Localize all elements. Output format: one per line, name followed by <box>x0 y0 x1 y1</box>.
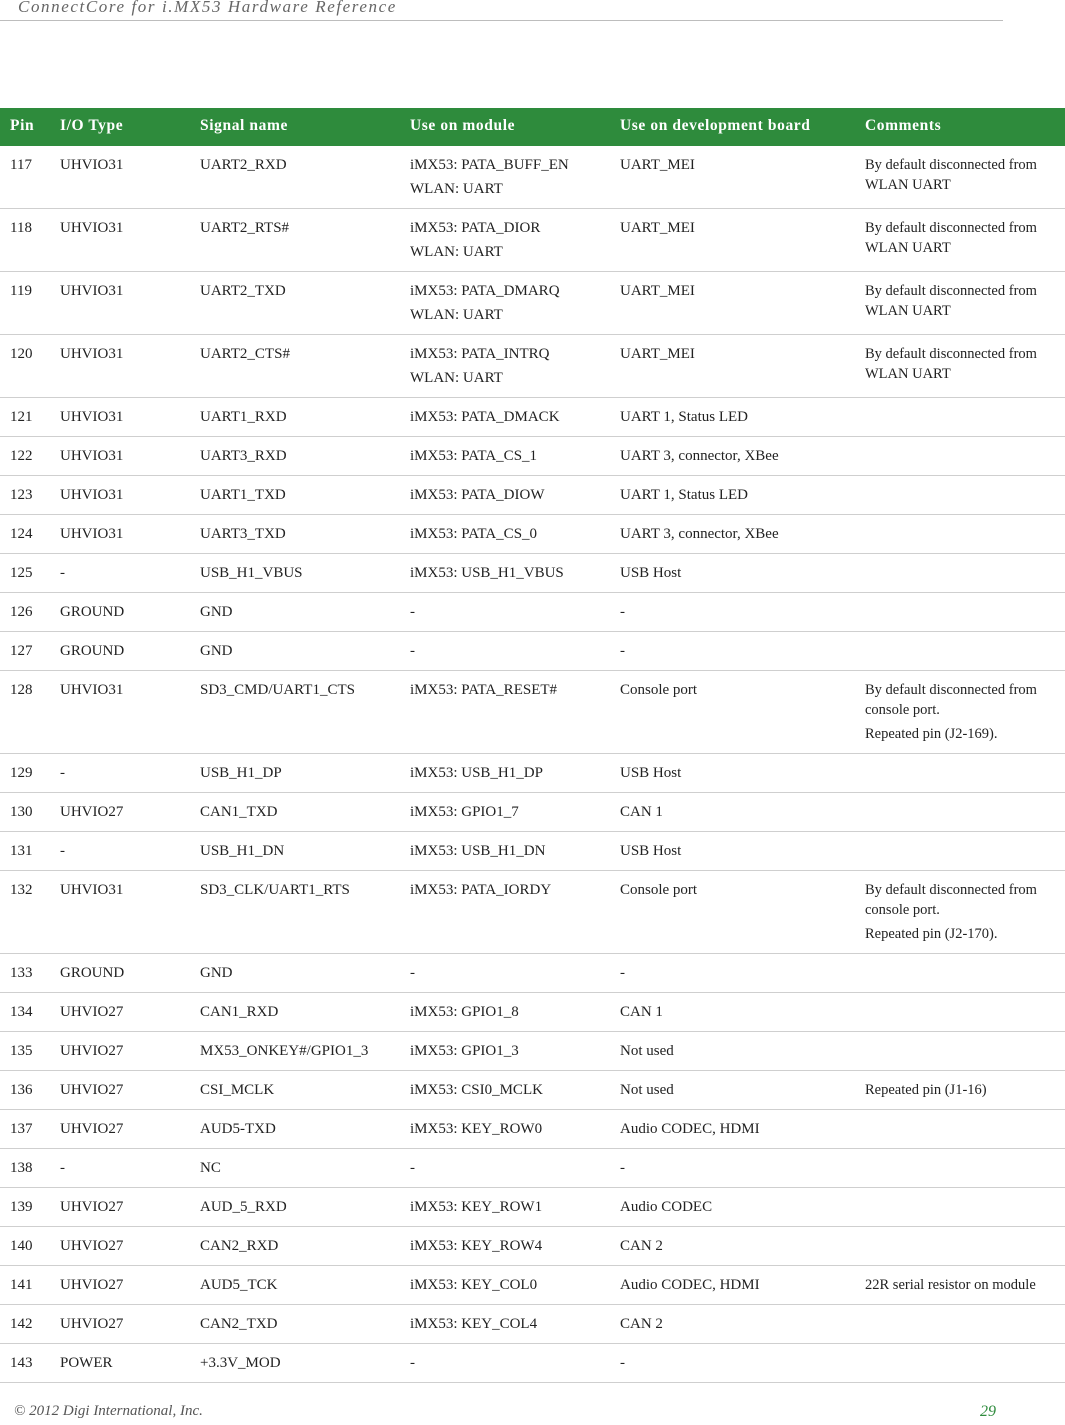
table-row <box>0 1149 1065 1188</box>
use-on-module-cell <box>406 335 616 398</box>
use-on-module-cell-line: iMX53: PATA_CS_1 <box>410 448 538 464</box>
signal-name-cell: UART2_CTS# <box>196 335 406 398</box>
use-on-module-cell-line: iMX53: PATA_BUFF_EN <box>410 157 569 173</box>
signal-name-cell: AUD5_TCK <box>196 1266 406 1305</box>
use-on-module-cell-line: iMX53: PATA_IORDY <box>410 882 552 898</box>
table-row <box>0 1227 1065 1266</box>
use-on-module-cell-line: - <box>410 643 415 659</box>
io-type-cell: UHVIO27 <box>56 1266 196 1305</box>
use-on-board-cell: UART 1, Status LED <box>616 398 861 437</box>
use-on-module-cell <box>406 593 616 632</box>
pin-cell: 140 <box>0 1227 56 1266</box>
pin-cell: 125 <box>0 554 56 593</box>
signal-name-cell: AUD5-TXD <box>196 1110 406 1149</box>
table-row <box>0 554 1065 593</box>
use-on-board-cell: - <box>616 954 861 993</box>
use-on-module-cell-line: - <box>410 965 415 981</box>
io-type-cell: GROUND <box>56 954 196 993</box>
io-type-cell: UHVIO27 <box>56 1188 196 1227</box>
io-type-cell: UHVIO31 <box>56 515 196 554</box>
pin-cell: 131 <box>0 832 56 871</box>
io-type-cell: UHVIO27 <box>56 793 196 832</box>
pin-cell: 119 <box>0 272 56 335</box>
comments-cell <box>861 398 1065 437</box>
use-on-module-cell-line: iMX53: GPIO1_8 <box>410 1004 519 1020</box>
use-on-board-cell: Not used <box>616 1071 861 1110</box>
use-on-module-cell-line: iMX53: PATA_DIOR <box>410 220 541 236</box>
io-type-cell: UHVIO31 <box>56 398 196 437</box>
pin-cell: 139 <box>0 1188 56 1227</box>
comments-cell-line: Repeated pin (J2-169). <box>865 726 998 742</box>
use-on-module-cell-line: WLAN: UART <box>410 307 503 323</box>
table-row <box>0 146 1065 209</box>
page-header <box>0 0 1003 21</box>
use-on-module-cell-line: iMX53: PATA_INTRQ <box>410 346 550 362</box>
pin-cell: 132 <box>0 871 56 954</box>
comments-cell <box>861 1344 1065 1383</box>
use-on-board-cell: Audio CODEC, HDMI <box>616 1110 861 1149</box>
comments-cell <box>861 515 1065 554</box>
comments-cell <box>861 1266 1065 1305</box>
pin-cell: 135 <box>0 1032 56 1071</box>
table-row <box>0 754 1065 793</box>
io-type-cell: GROUND <box>56 593 196 632</box>
use-on-module-cell <box>406 398 616 437</box>
table-row <box>0 398 1065 437</box>
comments-cell <box>861 954 1065 993</box>
pin-table <box>0 108 1065 1383</box>
pin-cell: 128 <box>0 671 56 754</box>
io-type-cell: UHVIO27 <box>56 1227 196 1266</box>
use-on-module-cell-line: iMX53: KEY_ROW0 <box>410 1121 543 1137</box>
use-on-module-cell <box>406 476 616 515</box>
comments-cell <box>861 632 1065 671</box>
comments-cell <box>861 1110 1065 1149</box>
pin-cell: 124 <box>0 515 56 554</box>
table-row <box>0 1266 1065 1305</box>
io-type-cell: UHVIO31 <box>56 671 196 754</box>
io-type-cell: - <box>56 554 196 593</box>
use-on-board-cell: Audio CODEC, HDMI <box>616 1266 861 1305</box>
table-row <box>0 1032 1065 1071</box>
use-on-module-cell-line: - <box>410 1160 415 1176</box>
signal-name-cell: SD3_CLK/UART1_RTS <box>196 871 406 954</box>
use-on-module-cell-line: iMX53: PATA_RESET# <box>410 682 558 698</box>
io-type-cell: UHVIO31 <box>56 335 196 398</box>
use-on-module-cell-line: WLAN: UART <box>410 244 503 260</box>
signal-name-cell: MX53_ONKEY#/GPIO1_3 <box>196 1032 406 1071</box>
use-on-module-cell-line: iMX53: PATA_DMACK <box>410 409 560 425</box>
use-on-module-cell <box>406 272 616 335</box>
use-on-module-cell <box>406 1149 616 1188</box>
use-on-board-cell: - <box>616 593 861 632</box>
comments-cell <box>861 754 1065 793</box>
signal-name-cell: CAN2_RXD <box>196 1227 406 1266</box>
comments-cell <box>861 1071 1065 1110</box>
signal-name-cell: CSI_MCLK <box>196 1071 406 1110</box>
use-on-board-cell: Not used <box>616 1032 861 1071</box>
pin-cell: 129 <box>0 754 56 793</box>
use-on-board-cell: - <box>616 1149 861 1188</box>
use-on-module-cell-line: iMX53: KEY_COL0 <box>410 1277 538 1293</box>
comments-cell-line: By default disconnected from console port. <box>865 682 1037 718</box>
io-type-cell: UHVIO31 <box>56 476 196 515</box>
use-on-module-cell <box>406 793 616 832</box>
pin-cell: 141 <box>0 1266 56 1305</box>
comments-cell <box>861 272 1065 335</box>
pin-cell: 134 <box>0 993 56 1032</box>
pin-cell: 133 <box>0 954 56 993</box>
signal-name-cell: UART1_RXD <box>196 398 406 437</box>
use-on-module-cell-line: iMX53: KEY_ROW1 <box>410 1199 543 1215</box>
pin-cell: 117 <box>0 146 56 209</box>
table-row <box>0 832 1065 871</box>
use-on-module-cell <box>406 1032 616 1071</box>
table-row <box>0 272 1065 335</box>
use-on-module-cell <box>406 146 616 209</box>
use-on-module-cell <box>406 437 616 476</box>
comments-cell <box>861 593 1065 632</box>
comments-cell <box>861 793 1065 832</box>
use-on-module-cell <box>406 1110 616 1149</box>
use-on-module-cell-line: - <box>410 604 415 620</box>
column-header-use-on-dev-board: Use on development board <box>616 108 861 146</box>
use-on-module-cell-line: iMX53: USB_H1_VBUS <box>410 565 564 581</box>
table-row <box>0 1188 1065 1227</box>
use-on-module-cell <box>406 1266 616 1305</box>
use-on-module-cell-line: iMX53: USB_H1_DN <box>410 843 546 859</box>
signal-name-cell: GND <box>196 632 406 671</box>
pin-cell: 137 <box>0 1110 56 1149</box>
comments-cell <box>861 476 1065 515</box>
comments-cell <box>861 1227 1065 1266</box>
table-row <box>0 335 1065 398</box>
comments-cell <box>861 146 1065 209</box>
signal-name-cell: GND <box>196 954 406 993</box>
use-on-board-cell: CAN 1 <box>616 993 861 1032</box>
use-on-module-cell <box>406 993 616 1032</box>
column-header-pin: Pin <box>0 108 56 146</box>
signal-name-cell: UART2_RTS# <box>196 209 406 272</box>
comments-cell-line: Repeated pin (J1-16) <box>865 1082 987 1098</box>
use-on-board-cell: CAN 2 <box>616 1305 861 1344</box>
io-type-cell: UHVIO27 <box>56 1305 196 1344</box>
comments-cell <box>861 832 1065 871</box>
use-on-board-cell: UART_MEI <box>616 146 861 209</box>
use-on-board-cell: - <box>616 632 861 671</box>
pin-cell: 121 <box>0 398 56 437</box>
signal-name-cell: CAN2_TXD <box>196 1305 406 1344</box>
table-row <box>0 1110 1065 1149</box>
table-row <box>0 793 1065 832</box>
signal-name-cell: USB_H1_VBUS <box>196 554 406 593</box>
use-on-module-cell-line: iMX53: KEY_ROW4 <box>410 1238 543 1254</box>
use-on-board-cell: UART_MEI <box>616 272 861 335</box>
table-row <box>0 593 1065 632</box>
comments-cell <box>861 554 1065 593</box>
table-header-row <box>0 108 1065 146</box>
io-type-cell: POWER <box>56 1344 196 1383</box>
table-row <box>0 993 1065 1032</box>
signal-name-cell: UART1_TXD <box>196 476 406 515</box>
io-type-cell: UHVIO27 <box>56 993 196 1032</box>
use-on-board-cell: UART_MEI <box>616 209 861 272</box>
io-type-cell: UHVIO31 <box>56 146 196 209</box>
pin-cell: 126 <box>0 593 56 632</box>
signal-name-cell: UART2_TXD <box>196 272 406 335</box>
use-on-module-cell <box>406 671 616 754</box>
pin-cell: 120 <box>0 335 56 398</box>
use-on-module-cell-line: iMX53: PATA_CS_0 <box>410 526 538 542</box>
table-row <box>0 1344 1065 1383</box>
signal-name-cell: USB_H1_DN <box>196 832 406 871</box>
io-type-cell: UHVIO27 <box>56 1110 196 1149</box>
pin-cell: 143 <box>0 1344 56 1383</box>
io-type-cell: UHVIO27 <box>56 1071 196 1110</box>
use-on-module-cell-line: WLAN: UART <box>410 181 503 197</box>
use-on-board-cell: UART 3, connector, XBee <box>616 515 861 554</box>
comments-cell-line: By default disconnected from WLAN UART <box>865 220 1037 256</box>
comments-cell <box>861 1032 1065 1071</box>
pin-cell: 127 <box>0 632 56 671</box>
use-on-board-cell: Console port <box>616 871 861 954</box>
comments-cell <box>861 1188 1065 1227</box>
table-row <box>0 871 1065 954</box>
signal-name-cell: +3.3V_MOD <box>196 1344 406 1383</box>
use-on-module-cell-line: iMX53: KEY_COL4 <box>410 1316 538 1332</box>
comments-cell <box>861 671 1065 754</box>
pin-cell: 122 <box>0 437 56 476</box>
comments-cell-line: By default disconnected from WLAN UART <box>865 346 1037 382</box>
table-row <box>0 437 1065 476</box>
comments-cell <box>861 209 1065 272</box>
signal-name-cell: UART2_RXD <box>196 146 406 209</box>
use-on-module-cell <box>406 632 616 671</box>
table-body <box>0 146 1065 1383</box>
comments-cell <box>861 1305 1065 1344</box>
use-on-module-cell-line: - <box>410 1355 415 1371</box>
use-on-module-cell <box>406 515 616 554</box>
comments-cell <box>861 437 1065 476</box>
comments-cell <box>861 993 1065 1032</box>
use-on-module-cell <box>406 1188 616 1227</box>
use-on-module-cell <box>406 1071 616 1110</box>
signal-name-cell: USB_H1_DP <box>196 754 406 793</box>
column-header-io-type: I/O Type <box>56 108 196 146</box>
comments-cell <box>861 1149 1065 1188</box>
use-on-board-cell: CAN 1 <box>616 793 861 832</box>
use-on-module-cell <box>406 209 616 272</box>
use-on-board-cell: USB Host <box>616 754 861 793</box>
comments-cell-line: 22R serial resistor on module <box>865 1277 1036 1293</box>
table-row <box>0 1071 1065 1110</box>
signal-name-cell: UART3_RXD <box>196 437 406 476</box>
comments-cell-line: By default disconnected from WLAN UART <box>865 157 1037 193</box>
use-on-board-cell: UART_MEI <box>616 335 861 398</box>
pin-cell: 118 <box>0 209 56 272</box>
use-on-board-cell: UART 1, Status LED <box>616 476 861 515</box>
io-type-cell: UHVIO31 <box>56 272 196 335</box>
table-row <box>0 954 1065 993</box>
use-on-module-cell <box>406 832 616 871</box>
signal-name-cell: AUD_5_RXD <box>196 1188 406 1227</box>
use-on-board-cell: Audio CODEC <box>616 1188 861 1227</box>
use-on-module-cell-line: iMX53: CSI0_MCLK <box>410 1082 543 1098</box>
use-on-board-cell: USB Host <box>616 832 861 871</box>
use-on-module-cell <box>406 954 616 993</box>
table-row <box>0 515 1065 554</box>
use-on-module-cell <box>406 554 616 593</box>
comments-cell-line: Repeated pin (J2-170). <box>865 926 998 942</box>
pin-cell: 142 <box>0 1305 56 1344</box>
document-title: ConnectCore for i.MX53 Hardware Reference <box>18 0 397 16</box>
pin-cell: 123 <box>0 476 56 515</box>
signal-name-cell: CAN1_RXD <box>196 993 406 1032</box>
page-number: 29 <box>980 1403 996 1420</box>
use-on-module-cell <box>406 754 616 793</box>
io-type-cell: - <box>56 754 196 793</box>
use-on-board-cell: CAN 2 <box>616 1227 861 1266</box>
signal-name-cell: SD3_CMD/UART1_CTS <box>196 671 406 754</box>
use-on-board-cell: USB Host <box>616 554 861 593</box>
footer-copyright: © 2012 Digi International, Inc. <box>14 1403 203 1419</box>
io-type-cell: UHVIO31 <box>56 437 196 476</box>
comments-cell-line: By default disconnected from WLAN UART <box>865 283 1037 319</box>
signal-name-cell: UART3_TXD <box>196 515 406 554</box>
comments-cell <box>861 335 1065 398</box>
io-type-cell: UHVIO27 <box>56 1032 196 1071</box>
table-row <box>0 209 1065 272</box>
signal-name-cell: GND <box>196 593 406 632</box>
io-type-cell: UHVIO31 <box>56 209 196 272</box>
io-type-cell: - <box>56 1149 196 1188</box>
table-row <box>0 632 1065 671</box>
use-on-module-cell-line: iMX53: GPIO1_3 <box>410 1043 519 1059</box>
column-header-use-on-module: Use on module <box>406 108 616 146</box>
use-on-board-cell: UART 3, connector, XBee <box>616 437 861 476</box>
table-row <box>0 476 1065 515</box>
use-on-board-cell: Console port <box>616 671 861 754</box>
io-type-cell: UHVIO31 <box>56 871 196 954</box>
use-on-module-cell <box>406 1227 616 1266</box>
use-on-module-cell-line: iMX53: PATA_DIOW <box>410 487 545 503</box>
column-header-comments: Comments <box>861 108 1065 146</box>
signal-name-cell: NC <box>196 1149 406 1188</box>
pin-cell: 138 <box>0 1149 56 1188</box>
io-type-cell: - <box>56 832 196 871</box>
comments-cell <box>861 871 1065 954</box>
use-on-board-cell: - <box>616 1344 861 1383</box>
pin-cell: 136 <box>0 1071 56 1110</box>
use-on-module-cell-line: iMX53: GPIO1_7 <box>410 804 519 820</box>
table-row <box>0 671 1065 754</box>
column-header-signal-name: Signal name <box>196 108 406 146</box>
use-on-module-cell <box>406 871 616 954</box>
signal-name-cell: CAN1_TXD <box>196 793 406 832</box>
io-type-cell: GROUND <box>56 632 196 671</box>
use-on-module-cell-line: iMX53: USB_H1_DP <box>410 765 543 781</box>
use-on-module-cell <box>406 1305 616 1344</box>
use-on-module-cell-line: WLAN: UART <box>410 370 503 386</box>
pin-cell: 130 <box>0 793 56 832</box>
table-row <box>0 1305 1065 1344</box>
comments-cell-line: By default disconnected from console port. <box>865 882 1037 918</box>
use-on-module-cell <box>406 1344 616 1383</box>
use-on-module-cell-line: iMX53: PATA_DMARQ <box>410 283 560 299</box>
